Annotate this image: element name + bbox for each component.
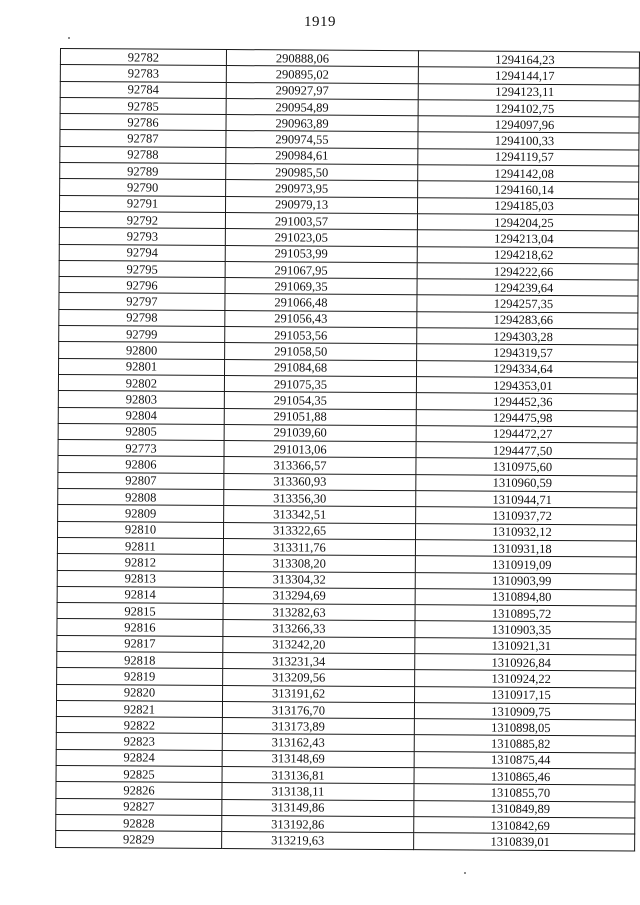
- y-coordinate-cell: [416, 491, 637, 509]
- x-coordinate-cell: 313231,34: [223, 652, 415, 669]
- point-number-cell: 92803: [58, 391, 224, 408]
- y-coordinate-value: 1294144,17: [495, 68, 555, 83]
- y-coordinate-cell: [415, 637, 636, 655]
- y-coordinate-cell: [415, 588, 636, 606]
- x-coordinate-cell: 313191,62: [223, 685, 415, 702]
- y-coordinate-cell: [416, 377, 637, 395]
- x-coordinate-cell: 313282,63: [223, 604, 415, 621]
- point-number-cell: 92792: [59, 211, 225, 228]
- y-coordinate-cell: [417, 246, 638, 264]
- point-number-cell: 92798: [59, 309, 225, 326]
- x-coordinate-cell: 313192,86: [222, 815, 414, 832]
- y-coordinate-cell: [414, 817, 635, 835]
- y-coordinate-value: 1310931,18: [492, 541, 552, 556]
- x-coordinate-cell: 291013,06: [224, 441, 416, 458]
- point-number-cell: 92811: [57, 537, 223, 554]
- y-coordinate-cell: [418, 67, 639, 85]
- point-number-cell: 92826: [56, 782, 222, 799]
- y-coordinate-value: 1310917,15: [491, 687, 551, 703]
- y-coordinate-cell: [414, 800, 635, 818]
- y-coordinate-value: 1294303,28: [493, 329, 553, 344]
- y-coordinate-value: 1310903,35: [491, 622, 552, 638]
- y-coordinate-cell: [418, 100, 639, 118]
- x-coordinate-cell: 313242,20: [223, 636, 415, 653]
- x-coordinate-cell: 291069,35: [225, 278, 417, 295]
- x-coordinate-cell: 291053,56: [225, 327, 417, 344]
- x-coordinate-cell: 313176,70: [222, 701, 414, 718]
- y-coordinate-cell: [417, 279, 638, 297]
- y-coordinate-value: 1310842,69: [490, 818, 550, 833]
- y-coordinate-cell: [415, 621, 636, 639]
- x-coordinate-cell: 291075,35: [224, 375, 416, 392]
- scan-speck: [68, 37, 70, 39]
- y-coordinate-cell: [415, 540, 636, 558]
- y-coordinate-cell: [418, 165, 639, 183]
- y-coordinate-value: 1294283,66: [493, 313, 554, 328]
- point-number-cell: 92801: [59, 358, 225, 375]
- point-number-cell: 92795: [59, 260, 225, 277]
- point-number-cell: 92825: [56, 766, 222, 783]
- y-coordinate-cell: [416, 458, 637, 476]
- x-coordinate-cell: 291066,48: [225, 294, 417, 311]
- point-number-cell: 92789: [60, 163, 226, 180]
- point-number-cell: 92804: [58, 407, 224, 424]
- y-coordinate-value: 1294123,11: [495, 84, 555, 100]
- x-coordinate-cell: 313136,81: [222, 767, 414, 784]
- point-number-cell: 92773: [58, 440, 224, 457]
- y-coordinate-cell: [416, 426, 637, 444]
- point-number-cell: 92819: [57, 668, 223, 685]
- x-coordinate-cell: 290985,50: [226, 164, 418, 181]
- y-coordinate-value: 1310865,46: [490, 769, 551, 784]
- point-number-cell: 92814: [57, 586, 223, 603]
- y-coordinate-value: 1310849,89: [490, 801, 551, 817]
- point-number-cell: 92829: [56, 831, 222, 848]
- point-number-cell: 92806: [58, 456, 224, 473]
- x-coordinate-cell: 291084,68: [225, 359, 417, 376]
- y-coordinate-value: 1310926,84: [491, 655, 551, 670]
- y-coordinate-value: 1310919,09: [492, 557, 552, 572]
- x-coordinate-cell: 290895,02: [226, 66, 418, 83]
- point-number-cell: 92820: [57, 684, 223, 701]
- x-coordinate-cell: 290927,97: [226, 82, 418, 99]
- point-number-cell: 92790: [60, 179, 226, 196]
- y-coordinate-value: 1310932,12: [492, 524, 552, 540]
- y-coordinate-cell: [416, 409, 637, 427]
- y-coordinate-value: 1294475,98: [493, 410, 553, 426]
- y-coordinate-value: 1310895,72: [491, 606, 552, 621]
- x-coordinate-cell: 290963,89: [226, 115, 418, 132]
- x-coordinate-cell: 313366,57: [224, 457, 416, 474]
- y-coordinate-value: 1310909,75: [491, 704, 551, 719]
- y-coordinate-cell: [415, 654, 636, 672]
- y-coordinate-cell: [417, 311, 638, 329]
- point-number-cell: 92802: [58, 374, 224, 391]
- y-coordinate-value: 1310875,44: [490, 753, 551, 768]
- y-coordinate-cell: [414, 703, 635, 721]
- y-coordinate-cell: [418, 181, 639, 199]
- y-coordinate-cell: [416, 360, 637, 378]
- point-number-cell: 92791: [60, 195, 226, 212]
- table-row: [56, 831, 635, 851]
- point-number-cell: 92817: [57, 635, 223, 652]
- y-coordinate-cell: [416, 474, 637, 492]
- y-coordinate-cell: [418, 51, 639, 69]
- point-number-cell: 92805: [58, 423, 224, 440]
- point-number-cell: 92784: [60, 81, 226, 98]
- point-number-cell: 92786: [60, 114, 226, 131]
- x-coordinate-cell: 290974,55: [226, 131, 418, 148]
- x-coordinate-cell: 313356,30: [224, 490, 416, 507]
- y-coordinate-cell: [416, 523, 637, 541]
- y-coordinate-cell: [417, 197, 638, 215]
- y-coordinate-cell: [414, 719, 635, 737]
- point-number-cell: 92822: [56, 717, 222, 734]
- y-coordinate-value: 1294097,96: [494, 117, 555, 132]
- y-coordinate-cell: [416, 393, 637, 411]
- y-coordinate-value: 1310937,72: [492, 508, 552, 523]
- x-coordinate-cell: 313148,69: [222, 750, 414, 767]
- point-number-cell: 92807: [58, 472, 224, 489]
- x-coordinate-cell: 291058,50: [225, 343, 417, 360]
- x-coordinate-cell: 290954,89: [226, 98, 418, 115]
- x-coordinate-cell: 313294,69: [223, 587, 415, 604]
- x-coordinate-cell: 290979,13: [225, 196, 417, 213]
- point-number-cell: 92816: [57, 619, 223, 636]
- y-coordinate-value: 1310924,22: [491, 671, 551, 686]
- y-coordinate-value: 1310944,71: [492, 492, 552, 507]
- y-coordinate-cell: [416, 507, 637, 525]
- y-coordinate-value: 1310903,99: [492, 573, 552, 589]
- point-number-cell: 92809: [58, 505, 224, 522]
- y-coordinate-cell: [416, 442, 637, 460]
- y-coordinate-value: 1294160,14: [494, 182, 554, 198]
- y-coordinate-cell: [417, 263, 638, 281]
- x-coordinate-cell: 291056,43: [225, 310, 417, 327]
- point-number-cell: 92799: [59, 326, 225, 343]
- point-number-cell: 92815: [57, 603, 223, 620]
- y-coordinate-value: 1310839,01: [490, 834, 550, 849]
- y-coordinate-value: 1294185,03: [494, 198, 554, 214]
- y-coordinate-value: 1294257,35: [493, 296, 554, 312]
- y-coordinate-value: 1294119,57: [494, 150, 554, 165]
- y-coordinate-value: 1310898,05: [491, 720, 551, 735]
- x-coordinate-cell: 313149,86: [222, 799, 414, 816]
- y-coordinate-value: 1294213,04: [494, 231, 554, 246]
- x-coordinate-cell: 291051,88: [224, 408, 416, 425]
- x-coordinate-cell: 291067,95: [225, 261, 417, 278]
- y-coordinate-value: 1294222,66: [493, 264, 554, 279]
- point-number-cell: 92796: [59, 277, 225, 294]
- x-coordinate-cell: 291039,60: [224, 424, 416, 441]
- point-number-cell: 92794: [59, 244, 225, 261]
- x-coordinate-cell: 291003,57: [225, 212, 417, 229]
- x-coordinate-cell: 313322,65: [224, 522, 416, 539]
- x-coordinate-cell: 313311,76: [223, 538, 415, 555]
- y-coordinate-value: 1294353,01: [493, 378, 553, 393]
- y-coordinate-value: 1294334,64: [493, 361, 553, 377]
- coordinates-table: [55, 48, 640, 851]
- y-coordinate-cell: [418, 148, 639, 166]
- y-coordinate-value: 1310894,80: [491, 590, 552, 605]
- y-coordinate-cell: [415, 572, 636, 590]
- y-coordinate-value: 1294164,23: [495, 52, 555, 67]
- x-coordinate-cell: 313266,33: [223, 620, 415, 637]
- point-number-cell: 92821: [56, 700, 222, 717]
- y-coordinate-value: 1294100,33: [494, 133, 555, 149]
- x-coordinate-cell: 313304,32: [223, 571, 415, 588]
- scan-speck: [464, 872, 466, 874]
- y-coordinate-cell: [418, 116, 639, 134]
- page-number: 1919: [304, 14, 336, 30]
- y-coordinate-cell: [417, 328, 638, 346]
- point-number-cell: 92793: [59, 228, 225, 245]
- point-number-cell: 92800: [59, 342, 225, 359]
- x-coordinate-cell: 313138,11: [222, 783, 414, 800]
- y-coordinate-value: 1294452,36: [493, 394, 553, 409]
- point-number-cell: 92810: [58, 521, 224, 538]
- y-coordinate-value: 1294319,57: [493, 345, 553, 361]
- coordinates-table-body: [56, 49, 640, 851]
- y-coordinate-cell: [414, 833, 635, 851]
- x-coordinate-cell: 313209,56: [223, 669, 415, 686]
- x-coordinate-cell: 291023,05: [225, 229, 417, 246]
- y-coordinate-cell: [414, 768, 635, 786]
- point-number-cell: 92783: [60, 65, 226, 82]
- point-number-cell: 92827: [56, 798, 222, 815]
- y-coordinate-cell: [417, 230, 638, 248]
- y-coordinate-value: 1310855,70: [490, 785, 551, 801]
- y-coordinate-value: 1294142,08: [494, 166, 554, 181]
- y-coordinate-value: 1310885,82: [491, 736, 551, 752]
- x-coordinate-cell: 290984,61: [226, 147, 418, 164]
- y-coordinate-value: 1294477,50: [492, 443, 553, 458]
- y-coordinate-value: 1294102,75: [494, 101, 555, 116]
- x-coordinate-cell: 313219,63: [222, 832, 414, 849]
- point-number-cell: 92823: [56, 733, 222, 750]
- x-coordinate-cell: 313162,43: [222, 734, 414, 751]
- y-coordinate-value: 1294472,27: [492, 427, 553, 442]
- x-coordinate-cell: 313173,89: [222, 718, 414, 735]
- point-number-cell: 92797: [59, 293, 225, 310]
- y-coordinate-cell: [414, 784, 635, 802]
- point-number-cell: 92813: [57, 570, 223, 587]
- x-coordinate-cell: 290973,95: [226, 180, 418, 197]
- point-number-cell: 92808: [58, 489, 224, 506]
- y-coordinate-value: 1310975,60: [492, 459, 553, 475]
- point-number-cell: 92824: [56, 749, 222, 766]
- point-number-cell: 92788: [60, 146, 226, 163]
- y-coordinate-value: 1294239,64: [493, 280, 554, 295]
- y-coordinate-cell: [414, 735, 635, 753]
- x-coordinate-cell: 291053,99: [225, 245, 417, 262]
- point-number-cell: 92812: [57, 554, 223, 571]
- point-number-cell: 92785: [60, 97, 226, 114]
- y-coordinate-cell: [415, 670, 636, 688]
- point-number-cell: 92818: [57, 651, 223, 668]
- y-coordinate-value: 1294204,25: [494, 215, 554, 230]
- x-coordinate-cell: 290888,06: [226, 50, 418, 67]
- y-coordinate-value: 1294218,62: [494, 247, 554, 263]
- y-coordinate-cell: [418, 132, 639, 150]
- y-coordinate-cell: [417, 344, 638, 362]
- y-coordinate-cell: [417, 295, 638, 313]
- y-coordinate-cell: [415, 605, 636, 623]
- point-number-cell: 92782: [60, 49, 226, 66]
- y-coordinate-value: 1310960,59: [492, 476, 553, 491]
- y-coordinate-value: 1310921,31: [491, 638, 552, 654]
- x-coordinate-cell: 313360,93: [224, 473, 416, 490]
- point-number-cell: 92787: [60, 130, 226, 147]
- y-coordinate-cell: [418, 83, 639, 101]
- x-coordinate-cell: 291054,35: [224, 392, 416, 409]
- point-number-cell: 92828: [56, 814, 222, 831]
- y-coordinate-cell: [415, 686, 636, 704]
- x-coordinate-cell: 313308,20: [223, 555, 415, 572]
- y-coordinate-cell: [414, 751, 635, 769]
- x-coordinate-cell: 313342,51: [224, 506, 416, 523]
- y-coordinate-cell: [417, 214, 638, 232]
- y-coordinate-cell: [415, 556, 636, 574]
